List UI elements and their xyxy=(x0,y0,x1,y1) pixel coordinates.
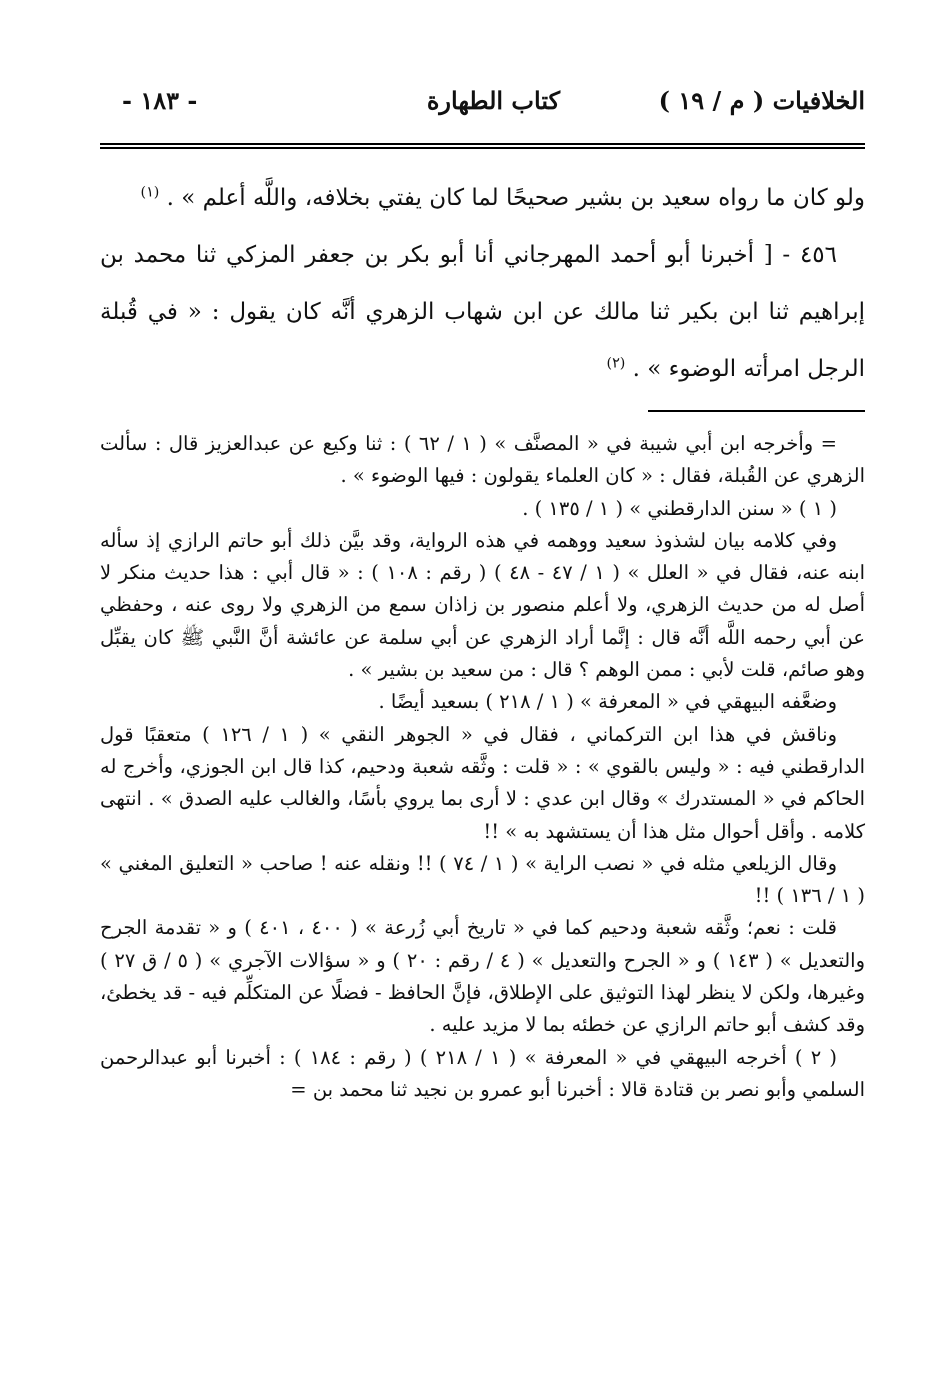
footnote-paragraph: وضعَّفه البيهقي في « المعرفة » ( ١ / ٢١٨ ) بسعيد أيضًا . xyxy=(378,690,837,714)
footnote-ref: (٢) xyxy=(606,355,626,372)
footnote-paragraph: وقال الزيلعي مثله في « نصب الراية » ( ١ / ٧٤ ) !! ونقله عنه ! صاحب « التعليق المغني » ( ١ / ١٣٦ ) !! xyxy=(100,851,865,908)
running-header xyxy=(100,86,865,130)
header-rule xyxy=(100,143,865,149)
footnote-paragraph: وفي كلامه بيان لشذوذ سعيد ووهمه في هذه الرواية، وقد بيَّن ذلك أبو حاتم الرازي إذ سأله ابنه عنه، فقال في « العلل » ( ١ / ٤٧ - ٤٨ ) ( رقم : ١٠٨ ) : « قال أبي : هذا حديث منكر لا أصل له من حديث الزهري، ولا أعلم منصور بن زاذان سمع من الزهري ولا روى عنه ، وحفظي عن أبي رحمه اللَّه أنَّه قال : إنَّما أراد الزهري عن أبي سلمة عن عائشة أنَّ النَّبي ﷺ كان يقبِّل وهو صائم، قلت لأبي : ممن الوهم ؟ قال : من سعيد بن بشير » . xyxy=(100,528,866,682)
footnotes xyxy=(100,428,865,1106)
footnote-paragraph: = وأخرجه ابن أبي شيبة في « المصنَّف » ( ١ / ٦٢ ) : ثنا وكيع عن عبدالعزيز قال : سألت الزهري عن القُبلة، فقال : « كان العلماء يقولون : فيها الوضوء » . xyxy=(100,432,865,488)
footnote-paragraph: ( ٢ ) أخرجه البيهقي في « المعرفة » ( ١ / ٢١٨ ) ( رقم : ١٨٤ ) : أخبرنا أبو عبدالرحمن السلمي وأبو نصر بن قتادة قالا : أخبرنا أبو عمرو بن نجيد ثنا محمد بن = xyxy=(100,1045,865,1101)
footnote-paragraph: وناقش في هذا ابن التركماني ، فقال في « الجوهر النقي » ( ١ / ١٢٦ ) متعقبًا قول الدارقطني فيه : « وليس بالقوي » : « قلت : وثَّقه شعبة ودحيم، كذا قال ابن الجوزي، وأخرج له الحاكم في « المستدرك » وقال ابن عدي : لا أرى بما يروي بأسًا، والغالب عليه الصدق » . انتهى كلامه . وأقل أحوال مثل هذا أن يستشهد به » !! xyxy=(100,722,865,843)
main-text xyxy=(100,170,865,398)
footnote-paragraph: قلت : نعم؛ وثَّقه شعبة ودحيم كما في « تاريخ أبي زُرعة » ( ٤٠٠ ، ٤٠١ ) و « تقدمة الجرح والتعديل » ( ١٤٣ ) و « الجرح والتعديل » ( ٤ / رقم : ٢٠ ) و « سؤالات الآجري » ( ٥ / ق ٢٧ ) وغيرها، ولكن لا ينظر لهذا التوثيق على الإطلاق، فإنَّ الحافظ - فضلًا عن المتكلِّم فيه - قد يخطئ، وقد كشف أبو حاتم الرازي عن خطئه بما لا مزيد عليه . xyxy=(100,916,866,1037)
chapter-title: كتاب الطهارة xyxy=(426,86,560,115)
running-title: الخلافيات ( م / ١٩ ) xyxy=(658,86,865,115)
hadith-paragraph xyxy=(100,227,865,398)
main-paragraph xyxy=(100,170,865,227)
footnote-separator xyxy=(648,410,865,412)
hadith-text: ٤٥٦ - [ أخبرنا أبو أحمد المهرجاني أنا أبو بكر بن جعفر المزكي ثنا محمد بن إبراهيم ثنا ابن بكير ثنا مالك عن ابن شهاب الزهري أنَّه كان يقول : « في قُبلة الرجل امرأته الوضوء » . xyxy=(100,242,865,382)
main-paragraph-text: ولو كان ما رواه سعيد بن بشير صحيحًا لما كان يفتي بخلافه، واللَّه أعلم » . xyxy=(166,185,865,211)
page-number: - ١٨٣ - xyxy=(122,86,198,115)
footnote-paragraph: ( ١ ) « سنن الدارقطني » ( ١ / ١٣٥ ) . xyxy=(522,496,837,520)
footnote-ref: (١) xyxy=(140,184,160,201)
